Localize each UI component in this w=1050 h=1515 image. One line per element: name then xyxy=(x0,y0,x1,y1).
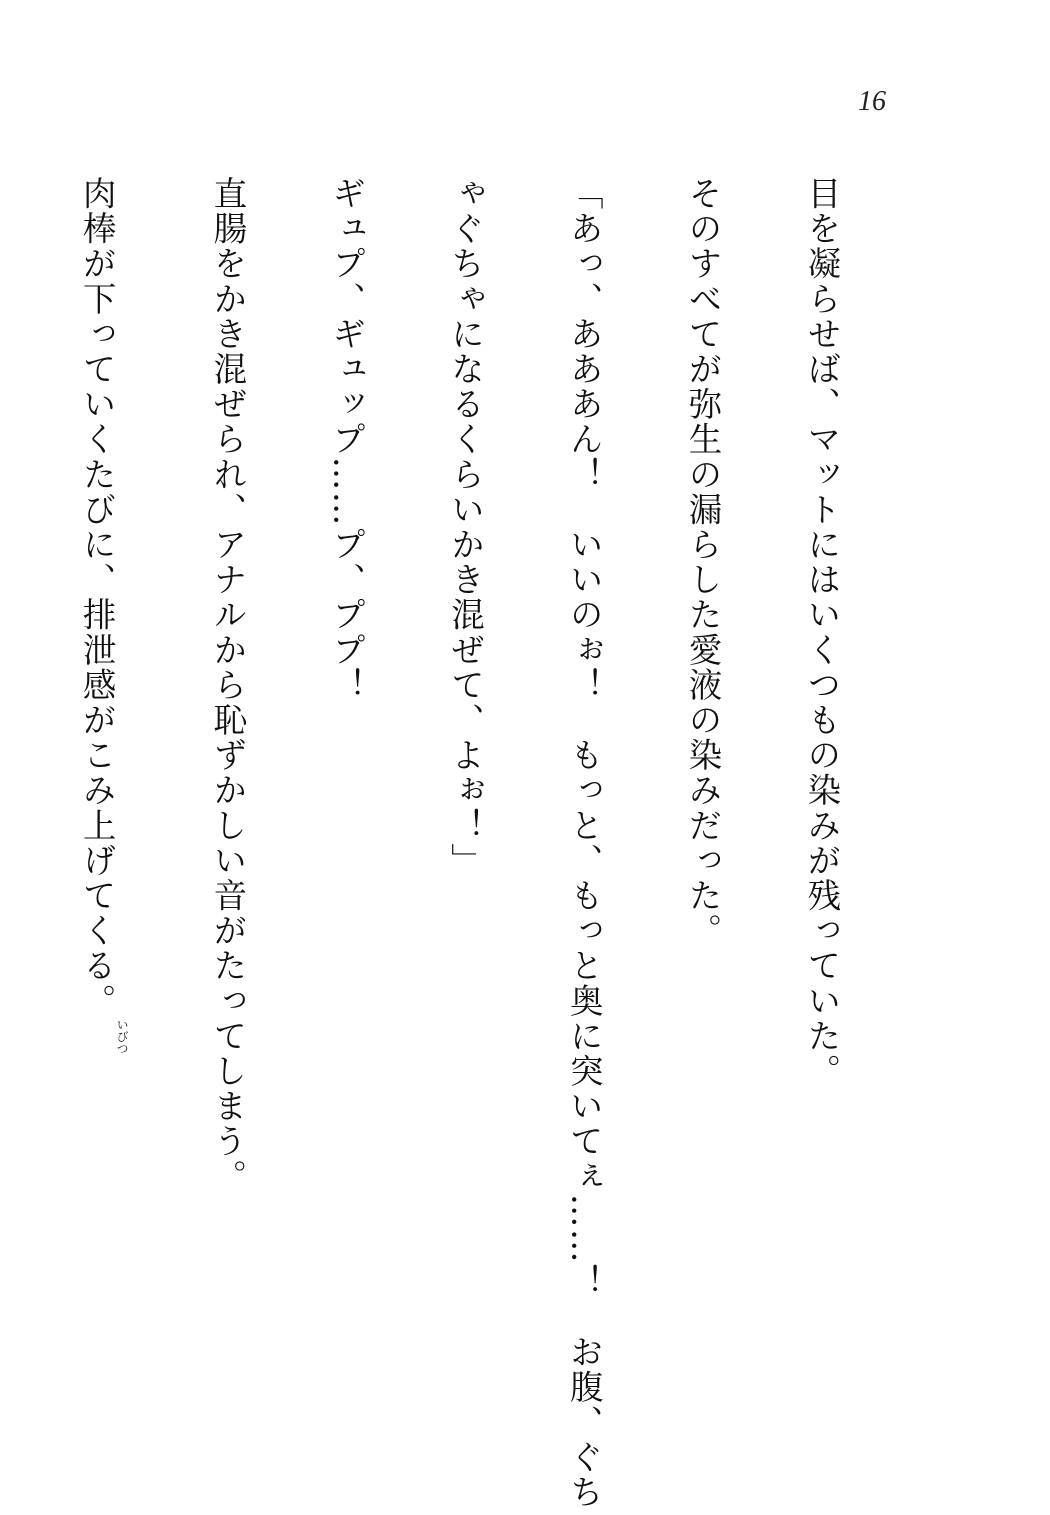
page-number: 16 xyxy=(858,86,886,117)
text-line: ゃぐちゃになるくらいかき混ぜて、よぉ！」 xyxy=(445,176,485,878)
text-line: ギュプ、ギュップ……プ、ププ！ xyxy=(326,176,366,703)
text-line: 目を凝らせば、マットにはいくつもの染みが残っていた。 xyxy=(801,176,841,1089)
text-line: そのすべてが弥生の漏らした愛液の染みだった。 xyxy=(683,176,723,949)
text-line: 「あっ、あああん！ いいのぉ！ もっと、もっと奥に突いてぇ……！ お腹、ぐち xyxy=(564,176,604,1510)
text-line-with-ruby xyxy=(77,176,129,1336)
ruby-reading: いびつ xyxy=(115,1018,130,1055)
novel-text-block xyxy=(0,176,920,1510)
ruby-annotation xyxy=(77,1018,130,1055)
text-line: 直腸をかき混ぜられ、アナルから恥ずかしい音がたってしまう。 xyxy=(207,176,247,1194)
text-line-segment: 肉棒が下っていくたびに、排泄感がこみ上げてくる。 xyxy=(77,176,117,1019)
